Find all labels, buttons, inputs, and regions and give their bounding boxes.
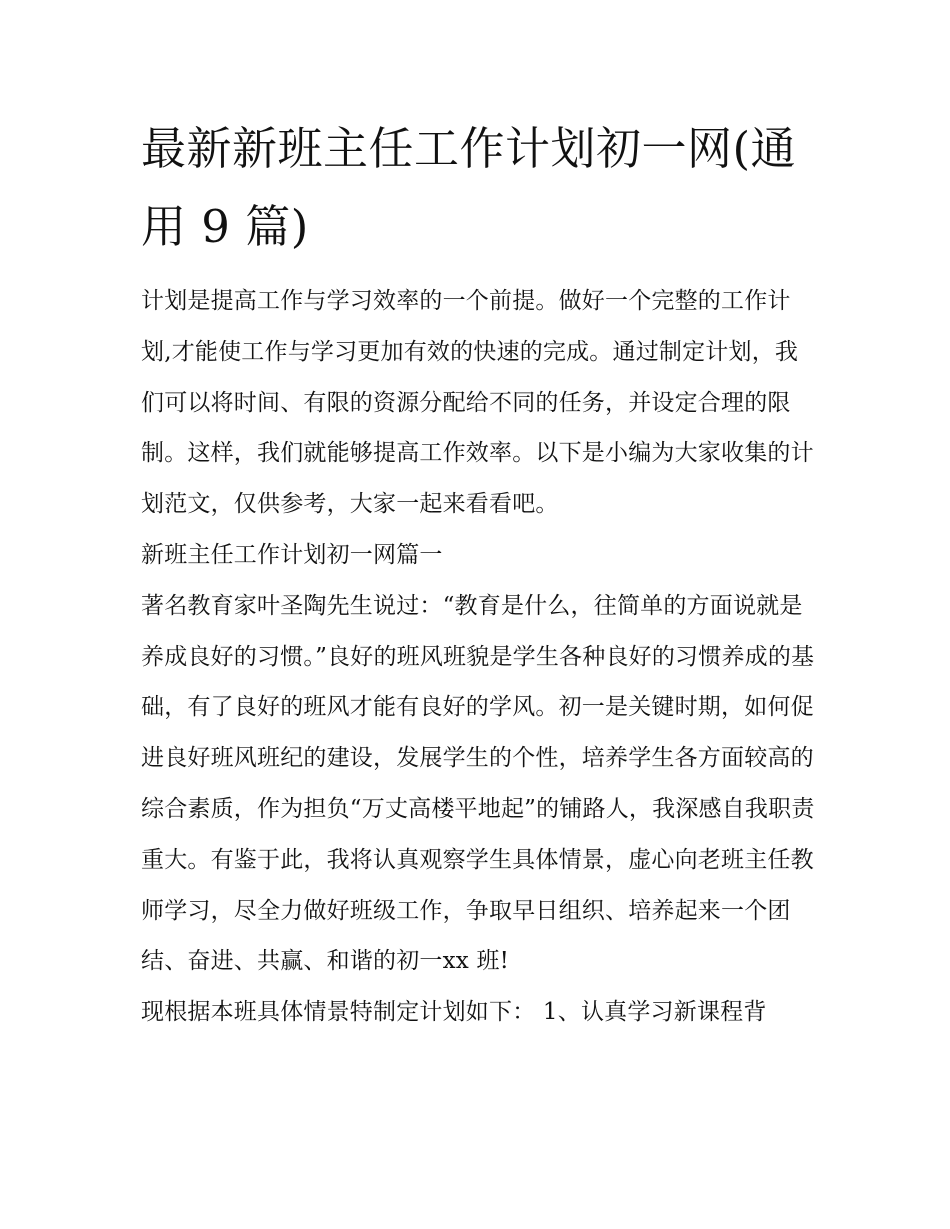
document-title: 最新新班主任工作计划初一网(通用 9 篇) [141, 122, 797, 253]
intro-paragraph: 计划是提高工作与学习效率的一个前提。做好一个完整的工作计划,才能使工作与学习更加有效的快速的完成。通过制定计划，我们可以将时间、有限的资源分配给不同的任务，并设定合理的限制。这样，我们就能够提高工作效率。以下是小编为大家收集的计划范文，仅供参考，大家一起来看看吧。 [141, 288, 814, 518]
section-heading: 新班主任工作计划初一网篇一 [141, 541, 443, 568]
document-body [141, 276, 821, 1038]
body-paragraph: 现根据本班具体情景特制定计划如下： 1、认真学习新课程背 [141, 999, 767, 1026]
body-paragraph: 著名教育家叶圣陶先生说过：“教育是什么，往简单的方面说就是养成良好的习惯。”良好的班风班貌是学生各种良好的习惯养成的基础，有了良好的班风才能有良好的学风。初一是关键时期，如何促进良好班风班纪的建设，发展学生的个性，培养学生各方面较高的综合素质，作为担负“万丈高楼平地起”的铺路人，我深感自我职责重大。有鉴于此，我将认真观察学生具体情景，虚心向老班主任教师学习，尽全力做好班级工作，争取早日组织、培养起来一个团结、奋进、共赢、和谐的初一xx 班! [141, 592, 815, 975]
